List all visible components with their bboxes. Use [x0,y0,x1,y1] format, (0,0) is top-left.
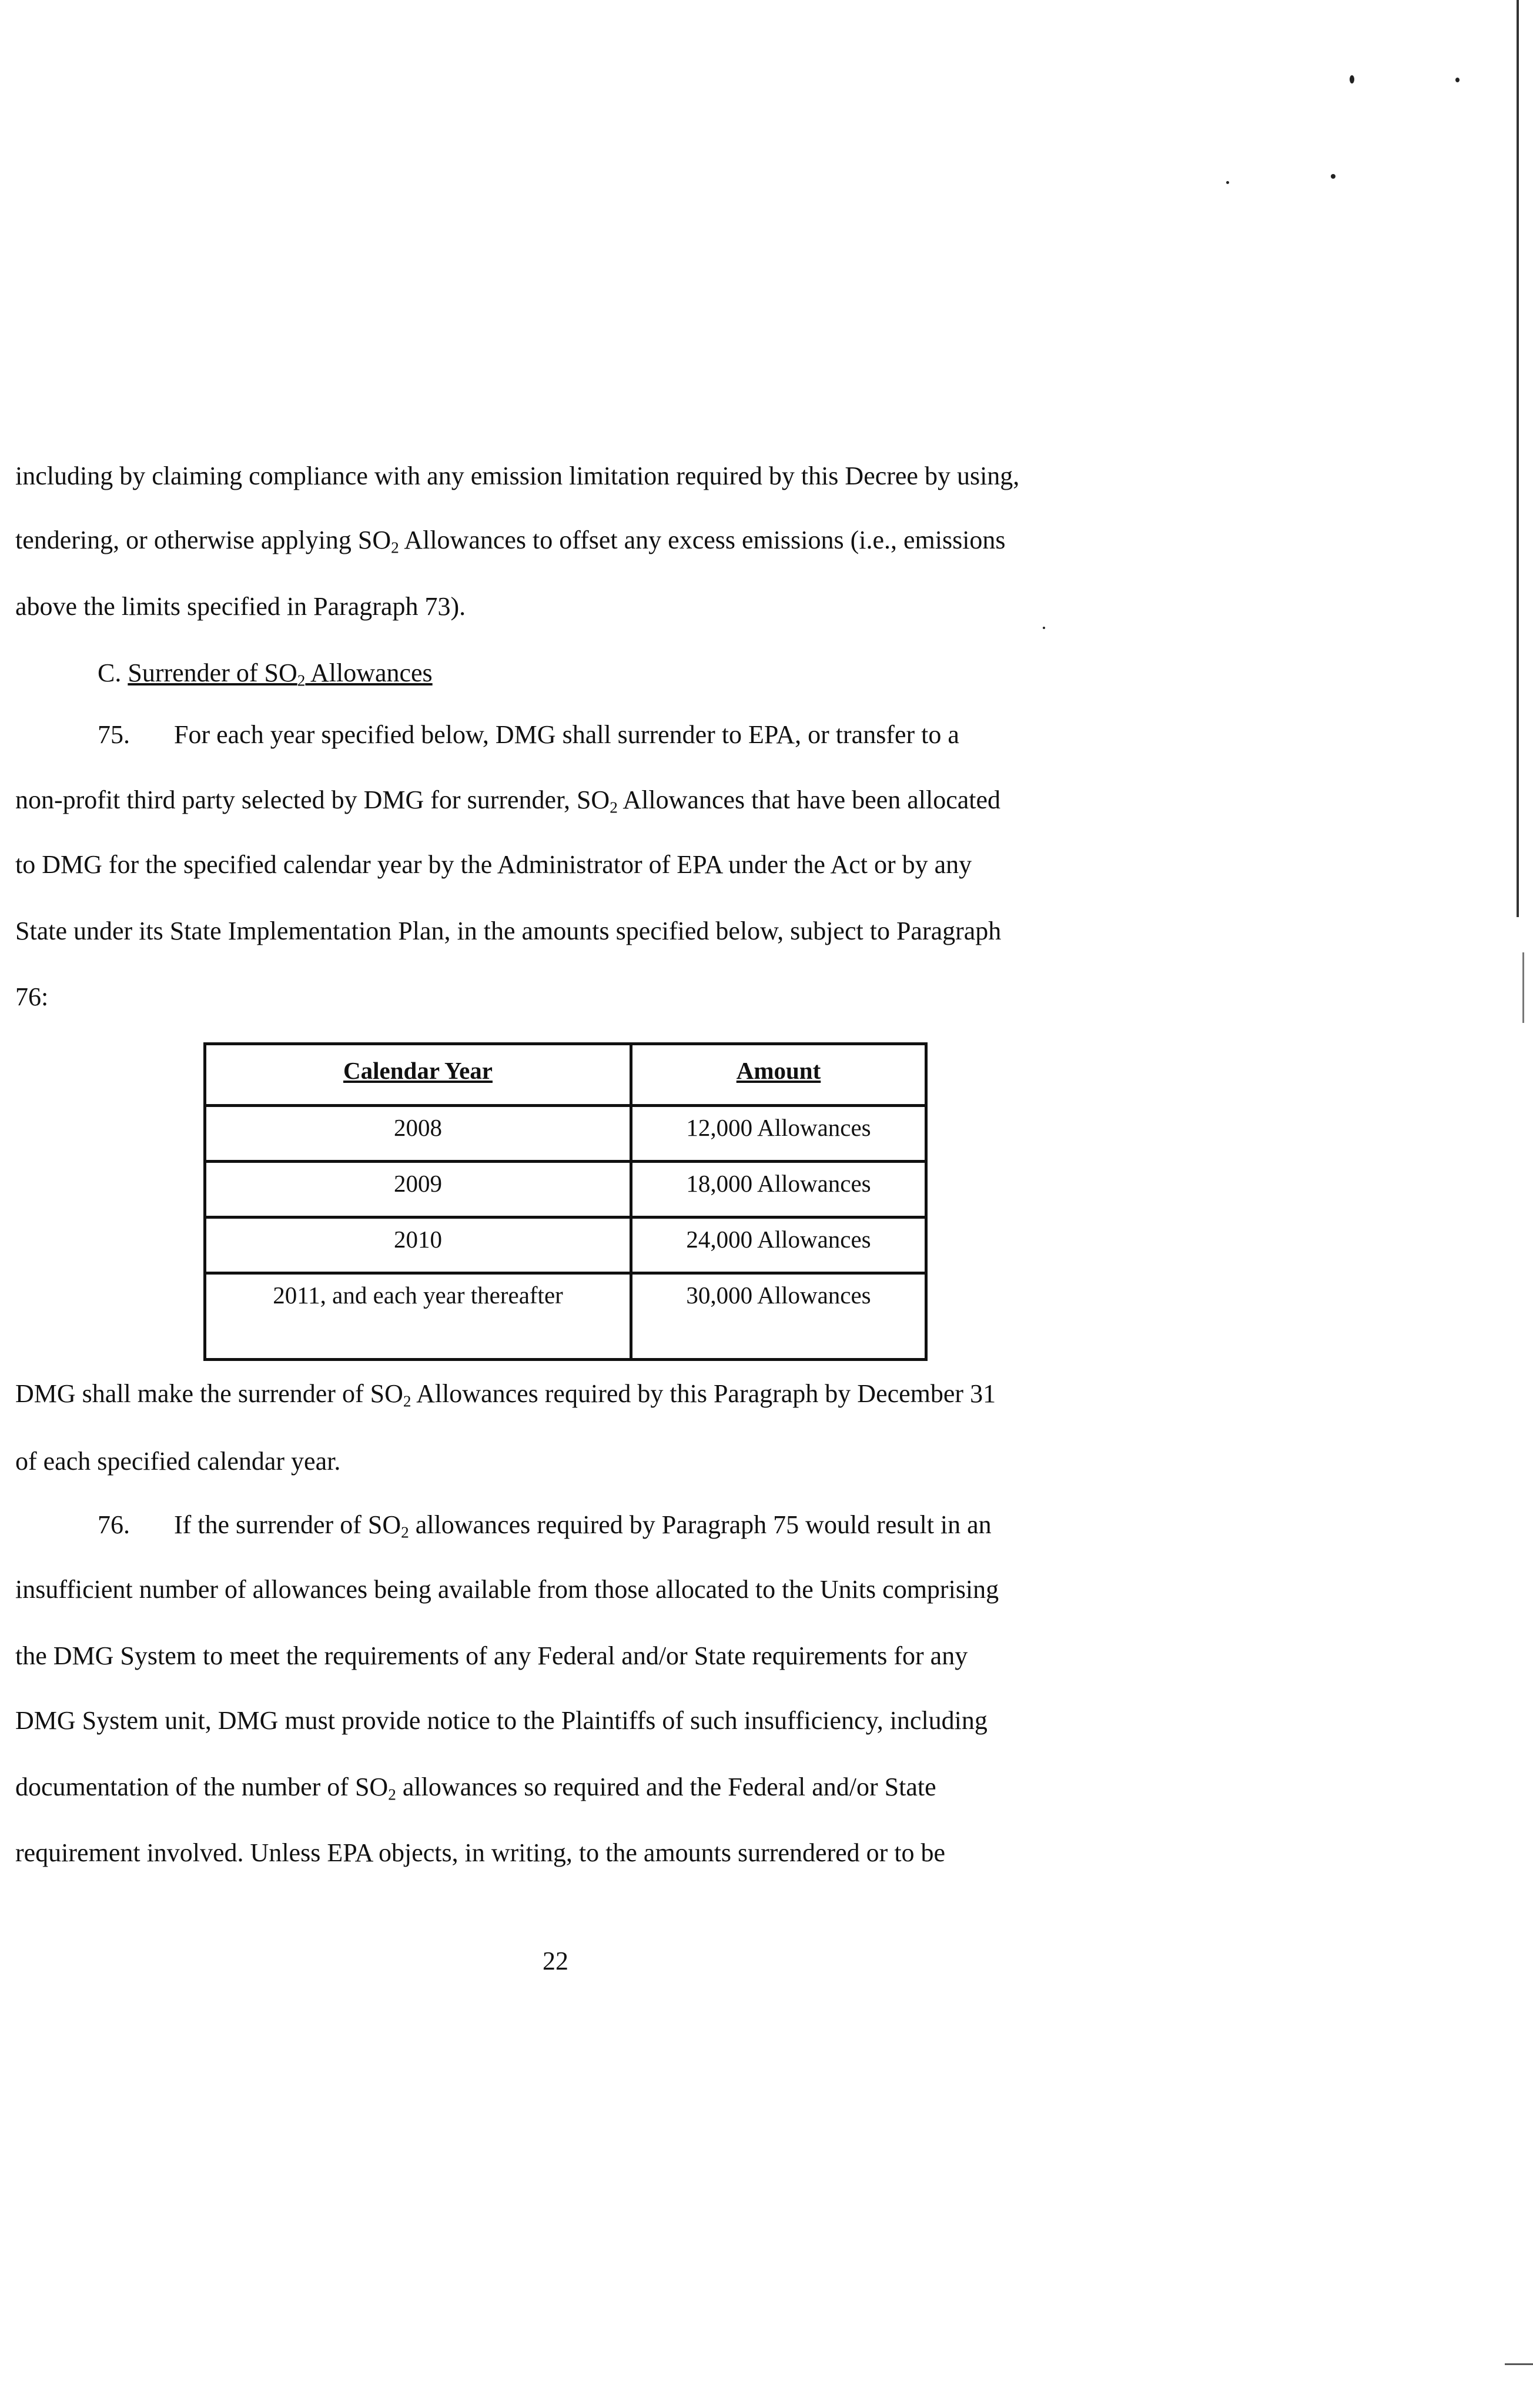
amount-cell: 30,000 Allowances [631,1273,926,1360]
paragraph-76-line: the DMG System to meet the requirements of any Federal and/or State requirements for any [15,1641,968,1670]
table-row [205,1106,926,1162]
allowance-table [203,1042,928,1361]
table-row [205,1218,926,1273]
section-heading-title: Surrender of $SO_2$ Allowances [128,658,433,690]
page-number: 22 [543,1947,568,1975]
paragraph-76-line: 76. If the surrender of $SO_2$ allowances required by Paragraph 75 would result in an [98,1509,992,1541]
paragraph-75-line: 75. For each year specified below, DMG shall surrender to EPA, or transfer to a [98,718,959,751]
amount-cell: 18,000 Allowances [631,1162,926,1218]
text-line: tendering, or otherwise applying $SO_2$ Allowances to offset any excess emissions (i.e., emissions [15,526,1006,557]
paragraph-75-line: non-profit third party selected by DMG for surrender, $SO_2$ Allowances that have been allocated [15,785,1001,817]
paragraph-75-line: State under its State Implementation Plan, in the amounts specified below, subject to Paragraph [15,917,1002,945]
scan-speck [1455,78,1460,82]
paragraph-number: 75. [98,720,130,749]
paragraph-76-line: DMG System unit, DMG must provide notice to the Plaintiffs of such insufficiency, including [15,1706,988,1735]
paragraph-76-line: documentation of the number of $SO_2$ allowances so required and the Federal and/or State [15,1772,936,1804]
scan-speck [1226,181,1229,184]
scan-speck [1331,174,1335,179]
year-cell: 2011, and each year thereafter [205,1273,631,1360]
column-header-calendar-year: Calendar Year [205,1044,631,1106]
text-line: DMG shall make the surrender of $SO_2$ Allowances required by this Paragraph by December 31 [15,1379,996,1410]
year-cell: 2008 [205,1106,631,1162]
column-header-amount: Amount [631,1044,926,1106]
table-header-row [205,1044,926,1106]
amount-cell: 24,000 Allowances [631,1218,926,1273]
year-cell: 2009 [205,1162,631,1218]
paragraph-number: 76. [98,1510,130,1539]
scan-speck [1350,75,1354,83]
table-row [205,1273,926,1360]
scan-edge-line [1517,0,1519,917]
paragraph-76-line: requirement involved. Unless EPA objects, in writing, to the amounts surrendered or to be [15,1838,946,1867]
year-cell: 2010 [205,1218,631,1273]
paragraph-75-line: 76: [15,982,49,1011]
scan-corner-mark [1505,2363,1533,2365]
paragraph-75-line: to DMG for the specified calendar year by the Administrator of EPA under the Act or by any [15,850,972,879]
scan-speck [1043,627,1045,629]
scan-edge-line-lower [1522,952,1524,1023]
amount-cell: 12,000 Allowances [631,1106,926,1162]
text-line: of each specified calendar year. [15,1447,341,1476]
paragraph-76-line: insufficient number of allowances being available from those allocated to the Units comprising [15,1575,999,1604]
table-row [205,1162,926,1218]
text-line: above the limits specified in Paragraph 73). [15,592,466,621]
text-line: including by claiming compliance with any emission limitation required by this Decree by using, [15,461,1020,490]
section-heading: C. Surrender of $SO_2$ Allowances [98,658,433,690]
